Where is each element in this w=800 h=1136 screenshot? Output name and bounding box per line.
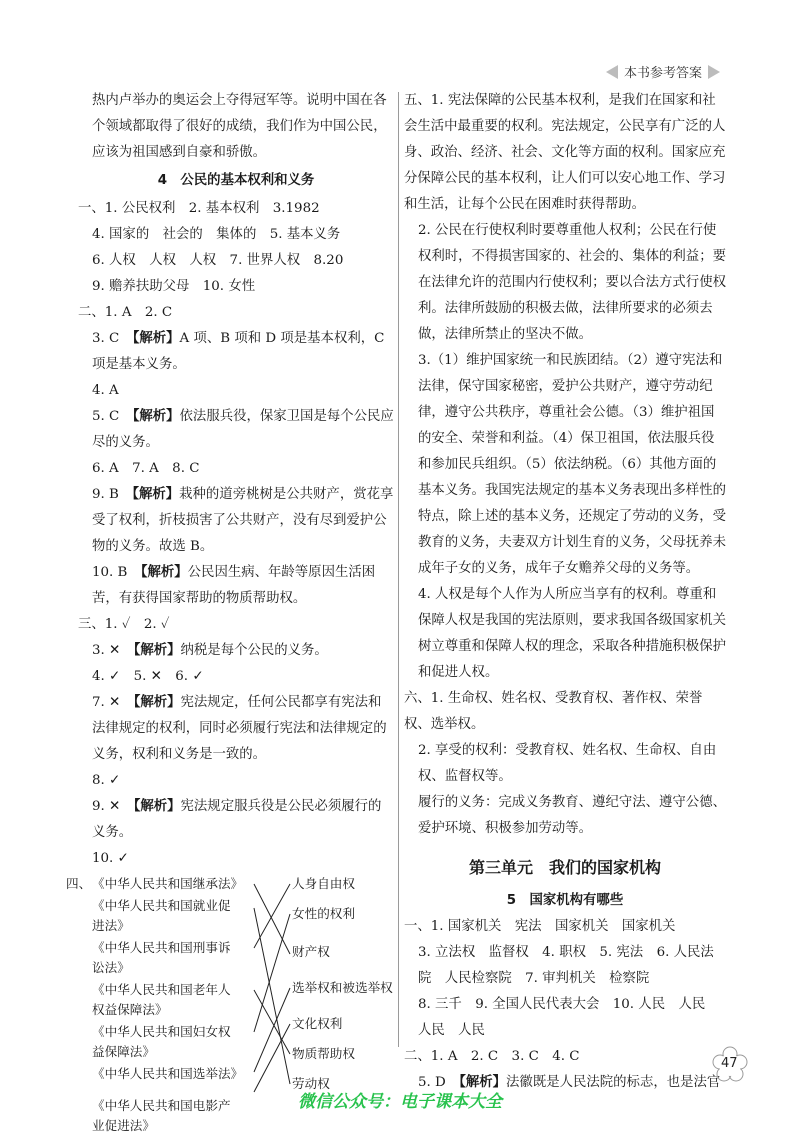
answer-line: 4. ✓ 5. ✕ 6. ✓ bbox=[92, 669, 204, 684]
answer-line: 4. A bbox=[92, 383, 119, 398]
section-prefix: 四、 bbox=[66, 876, 92, 891]
right-item: 文化权利 bbox=[292, 1016, 343, 1031]
answer-line: 一、1. 公民权利 2. 基本权利 3.1982 bbox=[78, 201, 320, 216]
answer-paragraph: 4. 人权是每个人作为人所应当享有的权利。尊重和保障人权是我国的宪法原则，要求我国各级国家机关树立尊重和保障人权的理念，采取各种措施积极保护和促进人权。 bbox=[418, 587, 726, 680]
answer-item: 7. ✕ 【解析】宪法规定，任何公民都享有宪法和法律规定的权利，同时必须履行宪法和法律规定的义务，权利和义务是一致的。 bbox=[92, 695, 387, 762]
analysis-tag: 【解析】 bbox=[132, 331, 180, 346]
answer-item: 9. B 【解析】栽种的道旁桃树是公共财产，赏花享受了权利，折枝损害了公共财产，没有尽到爱护公物的义务。故选 B。 bbox=[92, 487, 394, 554]
column-divider bbox=[398, 92, 399, 1047]
header-title: 本书参考答案 bbox=[623, 66, 702, 81]
answer-line: 6. A 7. A 8. C bbox=[92, 461, 200, 476]
law-item: 《中华人民共和国选举法》 bbox=[92, 1066, 244, 1081]
analysis-tag: 【解析】 bbox=[459, 1075, 507, 1090]
answer-paragraph: 3.（1）维护国家统一和民族团结。（2）遵守宪法和法律，保守国家秘密，爱护公共财产，遵守劳动纪律，遵守公共秩序，尊重社会公德。（3）维护祖国的安全、荣誉和利益。（4）保卫祖国，依法服兵役和参加民兵组织。（5）依法纳税。（6）其他方面的基本义务。我国宪法规定的基本义务表现出多样性的特点，除上述的基本义务，还规定了劳动的义务，受教育的义务，夫妻双方计划生育的义务，父母抚养未成年子女的义务，成年子女赡养父母的义务等。 bbox=[418, 353, 726, 576]
answer-line: 三、1. ✓ 2. ✓ bbox=[78, 617, 170, 632]
answer-paragraph: 五、1. 宪法保障的公民基本权利，是我们在国家和社会生活中最重要的权利。宪法规定，公民享有广泛的人身、政治、经济、社会、文化等方面的权利。国家应充分保障公民的基本权利，让人们可以安心地工作、学习和生活，让每个公民在困难时获得帮助。 bbox=[404, 93, 726, 212]
section-title: 4 公民的基本权利和义务 bbox=[157, 173, 315, 188]
matching-diagram bbox=[66, 874, 394, 1091]
footer-watermark: 微信公众号：电子课本大全 bbox=[298, 1092, 502, 1112]
answer-line: 二、1. A 2. C 3. C 4. C bbox=[404, 1049, 580, 1064]
answer-line: 二、1. A 2. C bbox=[78, 305, 173, 320]
law-item: 《中华人民共和国老年人权益保障法》 bbox=[92, 982, 231, 1017]
analysis-tag: 【解析】 bbox=[140, 565, 188, 580]
answer-line: 3. 立法权 监督权 4. 职权 5. 宪法 6. 人民法院 人民检察院 7. 审判机关 检察院 bbox=[418, 945, 714, 986]
matching-lines bbox=[78, 874, 394, 1104]
right-item: 选举权和被选举权 bbox=[292, 980, 393, 995]
right-item: 物质帮助权 bbox=[292, 1046, 355, 1061]
answer-line: 6. 人权 人权 人权 7. 世界人权 8.20 bbox=[92, 253, 344, 268]
section-title: 5 国家机构有哪些 bbox=[506, 893, 624, 908]
answer-paragraph: 2. 公民在行使权利时要尊重他人权利；公民在行使权利时，不得损害国家的、社会的、集体的利益；要在法律允许的范围内行使权利；要以合法方式行使权利。法律所鼓励的积极去做，法律所要求的必须去做，法律所禁止的坚决不做。 bbox=[418, 223, 726, 342]
answer-item: 10. B 【解析】公民因生病、年龄等原因生活困苦，有获得国家帮助的物质帮助权。 bbox=[92, 565, 376, 606]
left-column bbox=[66, 88, 394, 1136]
page-header bbox=[606, 62, 720, 81]
page-number: 47 bbox=[721, 1056, 738, 1071]
answer-item: 5. D 【解析】法徽既是人民法院的标志，也是法官 bbox=[418, 1075, 721, 1090]
triangle-left-icon bbox=[606, 65, 618, 79]
intro-paragraph: 热内卢举办的奥运会上夺得冠军等。说明中国在各个领域都取得了很好的成绩，我们作为中国公民，应该为祖国感到自豪和骄傲。 bbox=[92, 93, 387, 160]
answer-item: 9. ✕ 【解析】宪法规定服兵役是公民必须履行的义务。 bbox=[92, 799, 382, 840]
right-item: 劳动权 bbox=[292, 1076, 330, 1091]
answer-line: 4. 国家的 社会的 集体的 5. 基本义务 bbox=[92, 227, 341, 242]
unit-title: 第三单元 我们的国家机构 bbox=[468, 858, 661, 877]
law-item: 《中华人民共和国继承法》 bbox=[92, 876, 244, 891]
answer-line: 8. 三千 9. 全国人民代表大会 10. 人民 人民 人民 人民 bbox=[418, 997, 719, 1038]
analysis-tag: 【解析】 bbox=[132, 487, 180, 502]
answer-paragraph: 六、1. 生命权、姓名权、受教育权、著作权、荣誉权、选举权。 bbox=[404, 691, 703, 732]
answer-line: 10. ✓ bbox=[92, 851, 129, 866]
law-item-last: 《中华人民共和国电影产业促进法》 bbox=[92, 1098, 231, 1133]
law-item: 《中华人民共和国就业促进法》 bbox=[92, 898, 231, 933]
answer-item: 3. C 【解析】A 项、B 项和 D 项是基本权利，C 项是基本义务。 bbox=[92, 331, 385, 372]
answer-line: 8. ✓ bbox=[92, 773, 121, 788]
answer-line: 一、1. 国家机关 宪法 国家机关 国家机关 bbox=[404, 919, 676, 934]
analysis-tag: 【解析】 bbox=[133, 695, 181, 710]
right-item: 女性的权利 bbox=[292, 906, 355, 921]
law-item: 《中华人民共和国刑事诉讼法》 bbox=[92, 940, 231, 975]
right-item: 财产权 bbox=[292, 944, 330, 959]
analysis-tag: 【解析】 bbox=[133, 799, 181, 814]
analysis-tag: 【解析】 bbox=[133, 643, 181, 658]
law-item: 《中华人民共和国妇女权益保障法》 bbox=[92, 1024, 231, 1059]
answer-paragraph: 2. 享受的权利：受教育权、姓名权、生命权、自由权、监督权等。 bbox=[418, 743, 717, 784]
right-item: 人身自由权 bbox=[292, 876, 355, 891]
triangle-right-icon bbox=[708, 65, 720, 79]
answer-item: 5. C 【解析】依法服兵役，保家卫国是每个公民应尽的义务。 bbox=[92, 409, 394, 450]
answer-line: 9. 赡养扶助父母 10. 女性 bbox=[92, 279, 256, 294]
answer-item: 3. ✕ 【解析】纳税是每个公民的义务。 bbox=[92, 643, 328, 658]
answer-paragraph: 履行的义务：完成义务教育、遵纪守法、遵守公德、爱护环境、积极参加劳动等。 bbox=[418, 795, 726, 836]
right-column bbox=[404, 88, 726, 1096]
analysis-tag: 【解析】 bbox=[132, 409, 180, 424]
